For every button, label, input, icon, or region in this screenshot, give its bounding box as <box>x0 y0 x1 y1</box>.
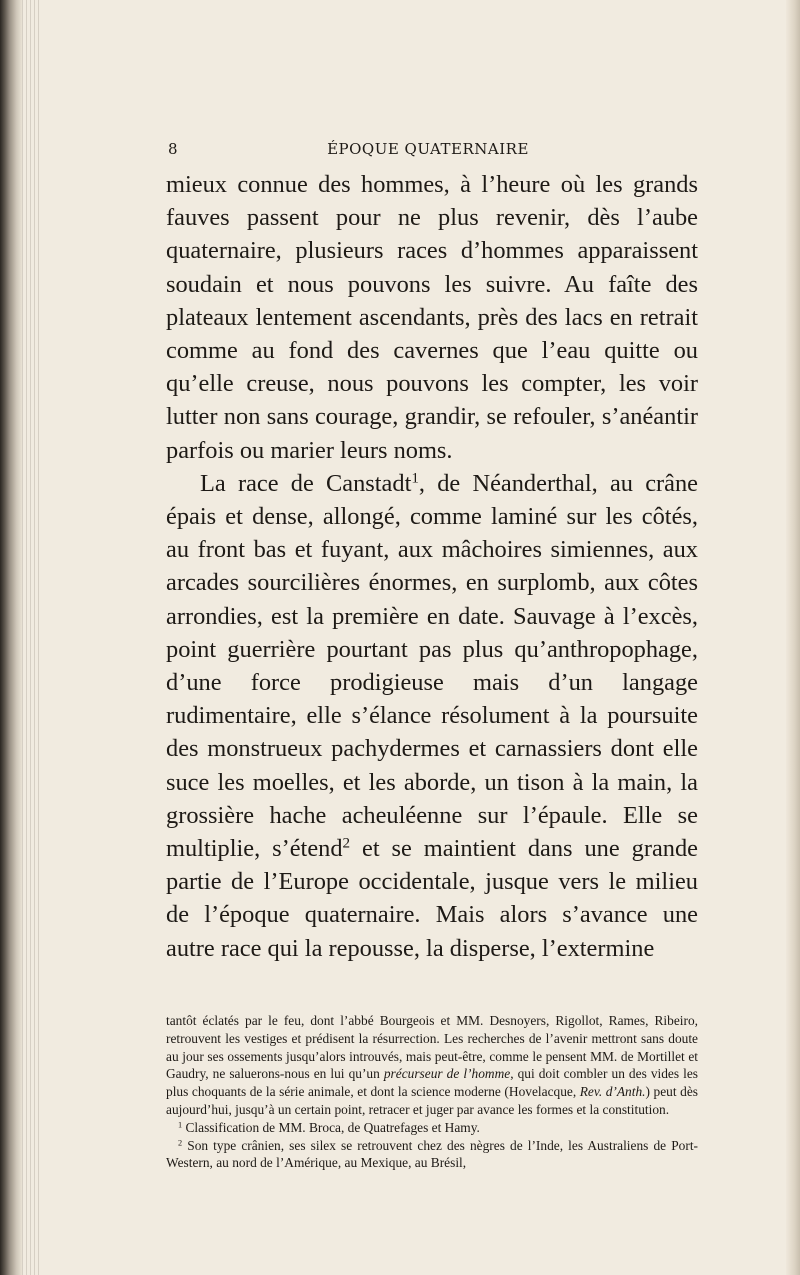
footnote-italic-1: précurseur de l’homme <box>383 1066 511 1082</box>
running-title: ÉPOQUE QUATERNAIRE <box>327 140 529 158</box>
footnote-continuation-text-b: , qui doit combler un des vides les plus choquants de la série animale, et dont la science moderne (Hovelacque, <box>166 1066 698 1100</box>
page-stack-edge <box>22 0 40 1275</box>
paragraph-2-part-c: et se maintient dans une grande partie de l’Europe occidentale, jusque vers le milieu de l’époque quaternaire. Mais alors s’avance une autre race qui la repousse, la disperse, l’extermine <box>166 835 698 962</box>
page-right-edge <box>786 0 800 1275</box>
footnote-ref-1: 1 <box>411 470 419 487</box>
page-header <box>168 140 688 164</box>
footnote-continuation <box>166 1012 698 1119</box>
footnote-continuation-text-a: tantôt éclatés par le feu, dont l’abbé Bourgeois et MM. Desnoyers, Rigollot, Rames, Ribeiro, retrouvent les vestiges et prédisent la résurrection. Les recherches de l’avenir mettront sans doute au jour ses ossements jusqu’alors introuvés, mais peut-être, comme le pensent MM. de Mortillet et Gaudry, ne saluerons-nous en lui qu’un <box>166 1013 698 1082</box>
footnote-2 <box>166 1137 698 1173</box>
paragraph-1: mieux connue des hommes, à l’heure où les grands fauves passent pour ne plus revenir, dès l’aube quaternaire, plusieurs races d’hommes apparaissent soudain et nous pouvons les suivre. Au faîte des plateaux lentement ascendants, près des lacs en retrait comme au fond des cavernes que l’eau quitte ou qu’elle creuse, nous pouvons les compter, les voir lutter non sans courage, grandir, se refouler, s’anéantir parfois ou marier leurs noms. <box>166 171 698 464</box>
paragraph-2-part-b: , de Néanderthal, au crâne épais et dense, allongé, comme laminé sur les côtés, au front bas et fuyant, aux mâchoires simiennes, aux arcades sourcilières énormes, en surplomb, aux côtes arrondies, est la première en date. Sauvage à l’excès, point guerrière pourtant pas plus qu’anthropophage, d’une force prodigieuse mais d’un langage rudimentaire, elle s’élance résolument à la poursuite des monstrueux pachydermes et carnassiers dont elle suce les moelles, et les aborde, un tison à la main, la grossière hache acheuléenne sur l’épaule. Elle se multiplie, s’étend <box>166 469 698 863</box>
footnote-2-mark: 2 <box>178 1138 183 1148</box>
paragraph-2 <box>166 467 698 965</box>
footnote-ref-2: 2 <box>342 835 351 852</box>
paragraph-2-part-a: La race de Canstadt <box>200 469 412 497</box>
footnotes <box>166 1012 698 1172</box>
book-spine-shadow <box>0 0 22 1275</box>
footnote-1-mark: 1 <box>178 1120 183 1130</box>
footnote-2-text: Son type crânien, ses silex se retrouvent chez des nègres de l’Inde, les Australiens de Port-Western, au nord de l’Amérique, au Mexique, au Brésil, <box>166 1137 698 1171</box>
footnote-1 <box>166 1119 698 1137</box>
page-number: 8 <box>168 140 179 158</box>
footnote-1-text: Classification de MM. Broca, de Quatrefages et Hamy. <box>182 1119 480 1135</box>
footnote-continuation-text-c: ) peut dès aujourd’hui, jusqu’à un certain point, retracer et juger par avance les formes et la constitution. <box>166 1084 699 1117</box>
footnote-italic-2: Rev. d’Anth. <box>579 1084 646 1100</box>
main-text <box>166 168 698 965</box>
